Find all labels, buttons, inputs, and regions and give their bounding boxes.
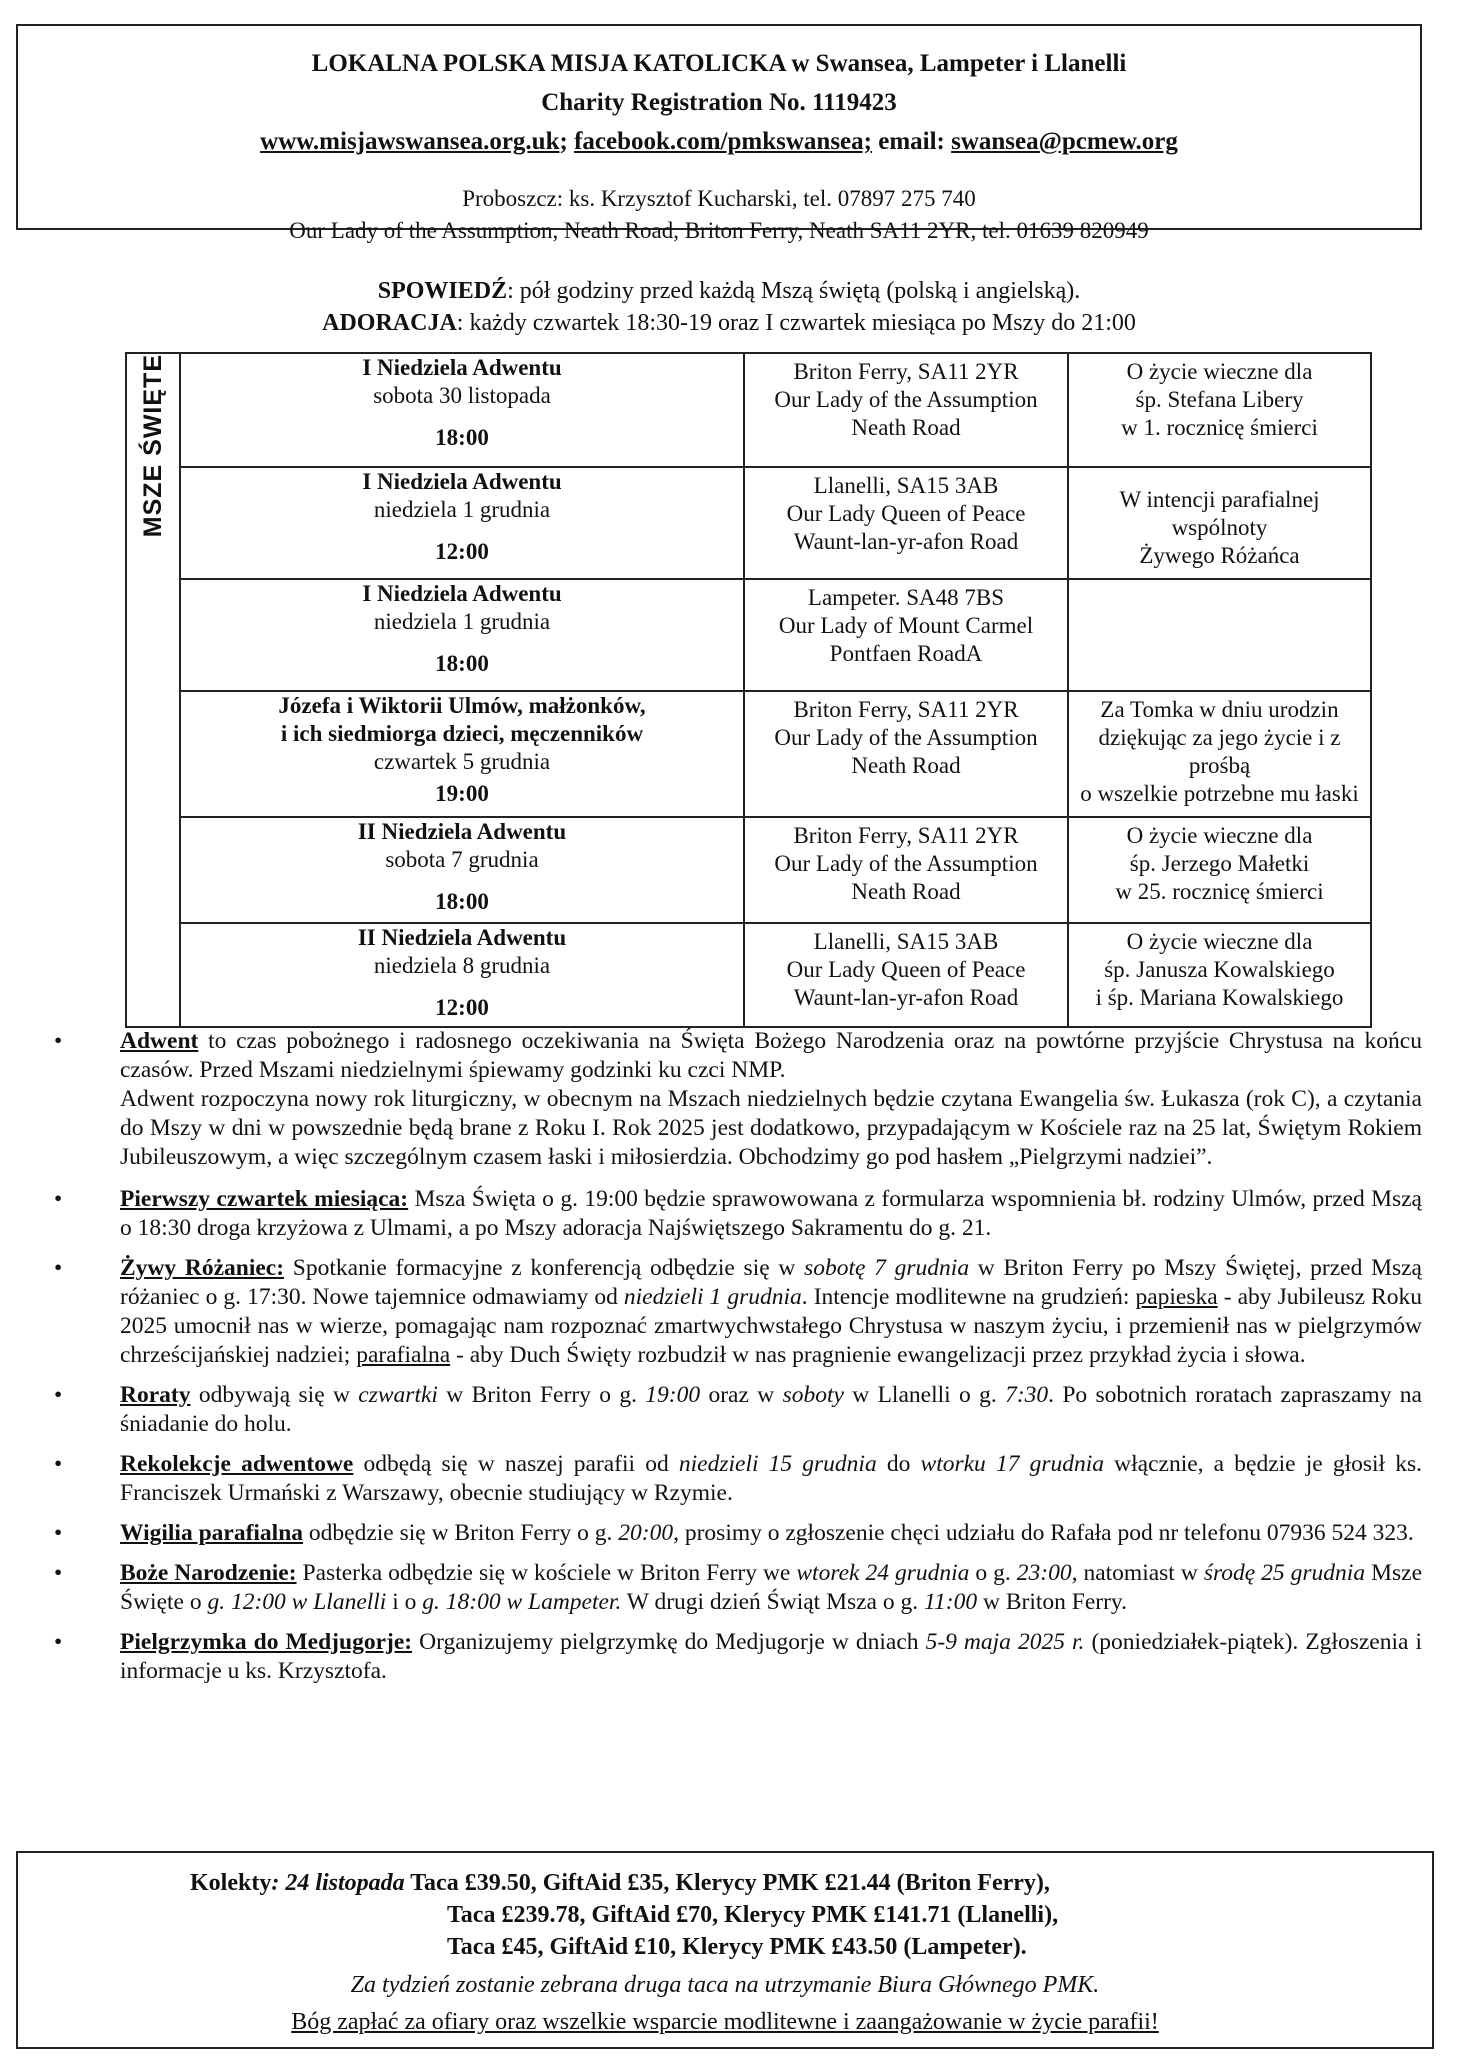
notice-text: odbędzie się w Briton Ferry o g. [303,1520,619,1546]
notice-roraty [52,1381,1422,1439]
notice-emphasis: 5-9 maja 2025 r. [925,1629,1085,1655]
notice-emphasis: wtorek 24 grudnia [796,1560,970,1586]
notice-rekolekcje [52,1450,1422,1508]
mass-intention-line: w 1. rocznicę śmierci [1121,415,1318,440]
mass-intention-line: śp. Janusza Kowalskiego [1104,957,1335,982]
notice-text: - aby Duch Święty rozbudził w nas pragnienie ewangelizacji przez przykład życia i słowa. [450,1342,1306,1368]
mass-liturgical-day: II Niedziela Adwentu [357,819,567,844]
mass-place-line: Neath Road [851,753,961,778]
mass-day-cell [180,353,744,467]
notice-emphasis: 23:00, [1016,1560,1078,1586]
mass-place-line: Our Lady of Mount Carmel [778,613,1034,638]
notice-text: Pasterka odbędzie się w kościele w Briton Ferry we [296,1560,797,1586]
parish-address: Our Lady of the Assumption, Neath Road, Briton Ferry, Neath SA11 2YR, tel. 01639 820949 [289,218,1149,243]
collections-line-1 [190,1867,1050,1899]
mass-place-line: Llanelli, SA15 3AB [813,929,999,954]
mass-intention-line: O życie wieczne dla [1126,929,1313,954]
bullet: • [54,1255,63,1281]
mass-day-cell [180,579,744,691]
mass-place-line: Briton Ferry, SA11 2YR [793,697,1019,722]
notice-text: - aby Jubileusz Roku 2025 umocnił nas w wierze, pomagając nam rozpoznać zmartwychwstałego Chrystusa w naszym życiu, i przemienił nas w pielgrzymów chrześcijańskiej nadziei; [120,1284,1423,1368]
notice-zywy-rozaniec [52,1254,1422,1370]
mass-intention-line: O życie wieczne dla [1126,359,1313,384]
mass-intention-line: i śp. Mariana Kowalskiego [1095,985,1344,1010]
collections-briton-ferry: Taca £39.50, GiftAid £35, Klerycy PMK £21.44 (Briton Ferry), [404,1870,1050,1896]
thanks-line [18,2006,1432,2038]
notice-text: . Po sobotnich roratach zapraszamy na śniadanie do holu. [120,1382,1422,1437]
mass-date: niedziela 8 grudnia [373,953,551,978]
mass-intention-cell [1068,817,1371,923]
notice-pielgrzymka [52,1628,1422,1686]
mission-title: LOKALNA POLSKA MISJA KATOLICKA w Swansea, Lampeter i Llanelli [311,50,1127,77]
notice-text: Spotkanie formacyjne z konferencją odbędzie się w [284,1255,805,1281]
charity-registration: Charity Registration No. 1119423 [541,89,897,116]
notice-emphasis: środę 25 grudnia [1203,1560,1366,1586]
mass-intention-line: śp. Jerzego Małetki [1129,851,1310,876]
mass-place-cell [744,579,1068,691]
mass-place-cell [744,923,1068,1027]
mass-row [126,353,1371,467]
mass-date: czwartek 5 grudnia [373,749,551,774]
notice-emphasis: sobotę 7 grudnia [804,1255,970,1281]
mass-date: niedziela 1 grudnia [373,609,551,634]
notice-text: i o [386,1589,423,1615]
notice-text: W drugi dzień Świąt Msza o g. [621,1589,924,1615]
mass-intention-cell [1068,691,1371,817]
masses-side-label-text: MSZE ŚWIĘTE [139,354,167,538]
notice-text: Msze Święte o [120,1560,1422,1615]
mass-intention-line: w 25. rocznicę śmierci [1115,879,1324,904]
notice-title: Pierwszy czwartek miesiąca: [120,1186,409,1212]
intention-papieska: papieska [1135,1284,1218,1310]
mass-place-line: Our Lady Queen of Peace [786,501,1026,526]
mass-place-line: Our Lady of the Assumption [774,725,1038,750]
mass-intention-line: O życie wieczne dla [1126,823,1313,848]
notice-title: Boże Narodzenie: [120,1560,297,1586]
mass-place-line: Our Lady Queen of Peace [786,957,1026,982]
mass-row [126,467,1371,579]
mass-liturgical-day: i ich siedmiorga dzieci, męczenników [280,721,644,746]
mass-intention-line: śp. Stefana Libery [1135,387,1304,412]
notice-title: Roraty [120,1382,191,1408]
notice-text: w Briton Ferry po Mszy Świętej, przed Mszą różaniec o g. 17:30. Nowe tajemnice odmawiamy od [120,1255,1422,1310]
notice-text: w Briton Ferry o g. [437,1382,646,1408]
mass-place-line: Waunt-lan-yr-afon Road [793,529,1019,554]
notice-emphasis: niedzieli 1 grudnia [623,1284,802,1310]
mass-liturgical-day: I Niedziela Adwentu [362,469,562,494]
mass-intention-cell [1068,353,1371,467]
notice-emphasis: 20:00 [618,1520,674,1546]
mass-intention-line: Za Tomka w dniu urodzin [1100,697,1339,722]
notice-wigilia [52,1519,1422,1548]
collections-box [16,1851,1434,2049]
email-label: email: [871,128,945,155]
notice-emphasis: g. 12:00 w Llanelli [207,1589,387,1615]
bullet: • [54,1560,63,1586]
mass-row [126,923,1371,1027]
mass-time: 19:00 [435,781,489,806]
notice-text: o g. [969,1560,1017,1586]
mass-place-cell [744,691,1068,817]
notice-text: odbędą się w naszej parafii od [353,1451,679,1477]
notice-text: to czas pobożnego i radosnego oczekiwania na Święta Bożego Narodzenia oraz na powtórne przyjście Chrystusa na końcu czasów. Przed Mszami niedzielnymi śpiewamy godzinki ku czci NMP. [120,1028,1422,1083]
notice-title: Żywy Różaniec: [120,1255,285,1281]
notice-text: natomiast w [1077,1560,1204,1586]
mass-place-cell [744,353,1068,467]
bullet: • [54,1520,63,1546]
mass-place-line: Pontfaen RoadA [829,641,983,666]
parish-priest: Proboszcz: ks. Krzysztof Kucharski, tel. 07897 275 740 [462,186,976,211]
masses-side-label [126,353,180,1027]
mass-place-line: Our Lady of the Assumption [774,851,1038,876]
bullet: • [54,1028,63,1054]
thanks-text: Bóg zapłać za ofiary oraz wszelkie wsparcie modlitewne i zaangażowanie w życie parafii! [291,2009,1159,2035]
mass-place-line: Lampeter. SA48 7BS [807,585,1005,610]
notice-text: w Briton Ferry. [977,1589,1127,1615]
mass-day-cell [180,467,744,579]
facebook-link[interactable]: facebook.com/pmkswansea; [574,128,872,155]
notice-adwent [52,1027,1422,1172]
mass-time: 18:00 [435,425,489,450]
header-box [16,24,1422,243]
mass-place-cell [744,467,1068,579]
notice-title: Pielgrzymka do Medjugorje: [120,1629,413,1655]
mass-intention-cell [1068,467,1371,579]
mass-time: 18:00 [435,889,489,914]
adoration-line [0,308,1458,339]
mass-intention-line: W intencji parafialnej wspólnoty [1119,487,1320,540]
mass-intention-line: o wszelkie potrzebne mu łaski [1080,781,1359,806]
notice-text: odbywają się w [190,1382,359,1408]
mass-row [126,579,1371,691]
adoration-label: ADORACJA [322,310,457,336]
notice-text: , prosimy o zgłoszenie chęci udziału do Rafała pod nr telefonu 07936 524 323. [673,1520,1414,1546]
email-link[interactable]: swansea@pcmew.org [951,128,1178,155]
mass-place-line: Neath Road [851,879,961,904]
mass-place-line: Neath Road [851,415,961,440]
notice-text: w Llanelli o g. [843,1382,1006,1408]
mass-time: 12:00 [435,995,489,1020]
notice-text: . Intencje modlitewne na grudzień: [801,1284,1136,1310]
separator: ; [559,128,568,155]
mass-place-line: Our Lady of the Assumption [774,387,1038,412]
notice-title: Rekolekcje adwentowe [120,1451,354,1477]
notice-title: Wigilia parafialna [120,1520,304,1546]
website-link[interactable]: www.misjawswansea.org.uk [260,128,560,155]
notice-emphasis: soboty [782,1382,844,1408]
notice-text: Adwent rozpoczyna nowy rok liturgiczny, w obecnym na Mszach niedzielnych będzie czytana Ewangelia św. Łukasza (rok C), a czytania do Mszy w dni w powszednie będą brane z Roku I. Rok 2025 jest dodatkowo, przypadającym w Kościele raz na 25 lat, Świętym Rokiem Jubileuszowym, a więc szczególnym czasem łaski i miłosierdzia. Obchodzimy go pod hasłem „Pielgrzymi nadziei”. [120,1086,1422,1170]
notice-text: włącznie, a będzie je głosił ks. Franciszek Urmański z Warszawy, obecnie studiujący w Rzymie. [120,1451,1422,1506]
mass-day-cell [180,923,744,1027]
notice-emphasis: g. 18:00 w Lampeter. [422,1589,622,1615]
notice-emphasis: niedzieli 15 grudnia [678,1451,877,1477]
mass-place-line: Waunt-lan-yr-afon Road [793,985,1019,1010]
mass-liturgical-day: Józefa i Wiktorii Ulmów, małżonków, [278,693,646,718]
notice-emphasis: czwartki [358,1382,438,1408]
mass-liturgical-day: I Niedziela Adwentu [362,355,562,380]
notice-text: Organizujemy pielgrzymkę do Medjugorje w dniach [412,1629,926,1655]
mass-schedule-table [125,352,1372,1028]
notice-pierwszy-czwartek [52,1185,1422,1243]
notice-text: (poniedziałek-piątek). Zgłoszenia i informacje u ks. Krzysztofa. [120,1629,1422,1684]
mass-intention-cell [1068,579,1371,691]
collections-date: : 24 listopada [271,1870,405,1896]
notice-emphasis: 11:00 [924,1589,978,1615]
mass-intention-cell [1068,923,1371,1027]
mass-date: sobota 7 grudnia [385,847,539,872]
collections-label: Kolekty [190,1870,272,1896]
mass-date: sobota 30 listopada [373,383,551,408]
bullet: • [54,1451,63,1477]
mass-place-cell [744,817,1068,923]
adoration-text: : każdy czwartek 18:30-19 oraz I czwartek miesiąca po Mszy do 21:00 [456,310,1136,336]
notice-text: do [876,1451,921,1477]
collections-lampeter: Taca £45, GiftAid £10, Klerycy PMK £43.50 (Lampeter). [447,1934,1027,1960]
confession-label: SPOWIEDŹ [377,278,508,304]
confession-text: : pół godziny przed każdą Mszą świętą (polską i angielską). [507,278,1081,304]
mass-row [126,817,1371,923]
bullet: • [54,1186,63,1212]
mass-place-line: Briton Ferry, SA11 2YR [793,823,1019,848]
bullet: • [54,1382,63,1408]
second-collection-note [18,1969,1432,2001]
mass-row [126,691,1371,817]
mass-place-line: Llanelli, SA15 3AB [813,473,999,498]
mass-date: niedziela 1 grudnia [373,497,551,522]
notices-list [52,1027,1422,1697]
collections-llanelli: Taca £239.78, GiftAid £70, Klerycy PMK £141.71 (Llanelli), [447,1902,1059,1928]
bullet: • [54,1629,63,1655]
notice-emphasis: 7:30 [1005,1382,1049,1408]
mass-place-line: Briton Ferry, SA11 2YR [793,359,1019,384]
mass-time: 18:00 [435,651,489,676]
notice-text: Msza Święta o g. 19:00 będzie sprawowowana z formularza wspomnienia bł. rodziny Ulmów, przed Mszą o 18:30 droga krzyżowa z Ulmami, a po Mszy adoracja Najświętszego Sakramentu do g. 21. [120,1186,1422,1241]
confession-line [0,276,1458,307]
mass-day-cell [180,817,744,923]
mass-time: 12:00 [435,539,489,564]
contact-line [18,122,1420,161]
notice-boze-narodzenie [52,1559,1422,1617]
intention-parafialna: parafialna [356,1342,451,1368]
mass-liturgical-day: I Niedziela Adwentu [362,581,562,606]
mass-liturgical-day: II Niedziela Adwentu [357,925,567,950]
mass-intention-line: dziękując za jego życie i z prośbą [1098,725,1341,778]
notice-emphasis: wtorku 17 grudnia [920,1451,1105,1477]
second-collection-text: Za tydzień zostanie zebrana druga taca na utrzymanie Biura Głównego PMK. [350,1972,1100,1998]
mass-intention-line: Żywego Różańca [1139,543,1300,568]
mass-day-cell [180,691,744,817]
notice-title: Adwent [120,1028,199,1054]
notice-text: oraz w [700,1382,783,1408]
notice-emphasis: 19:00 [645,1382,701,1408]
